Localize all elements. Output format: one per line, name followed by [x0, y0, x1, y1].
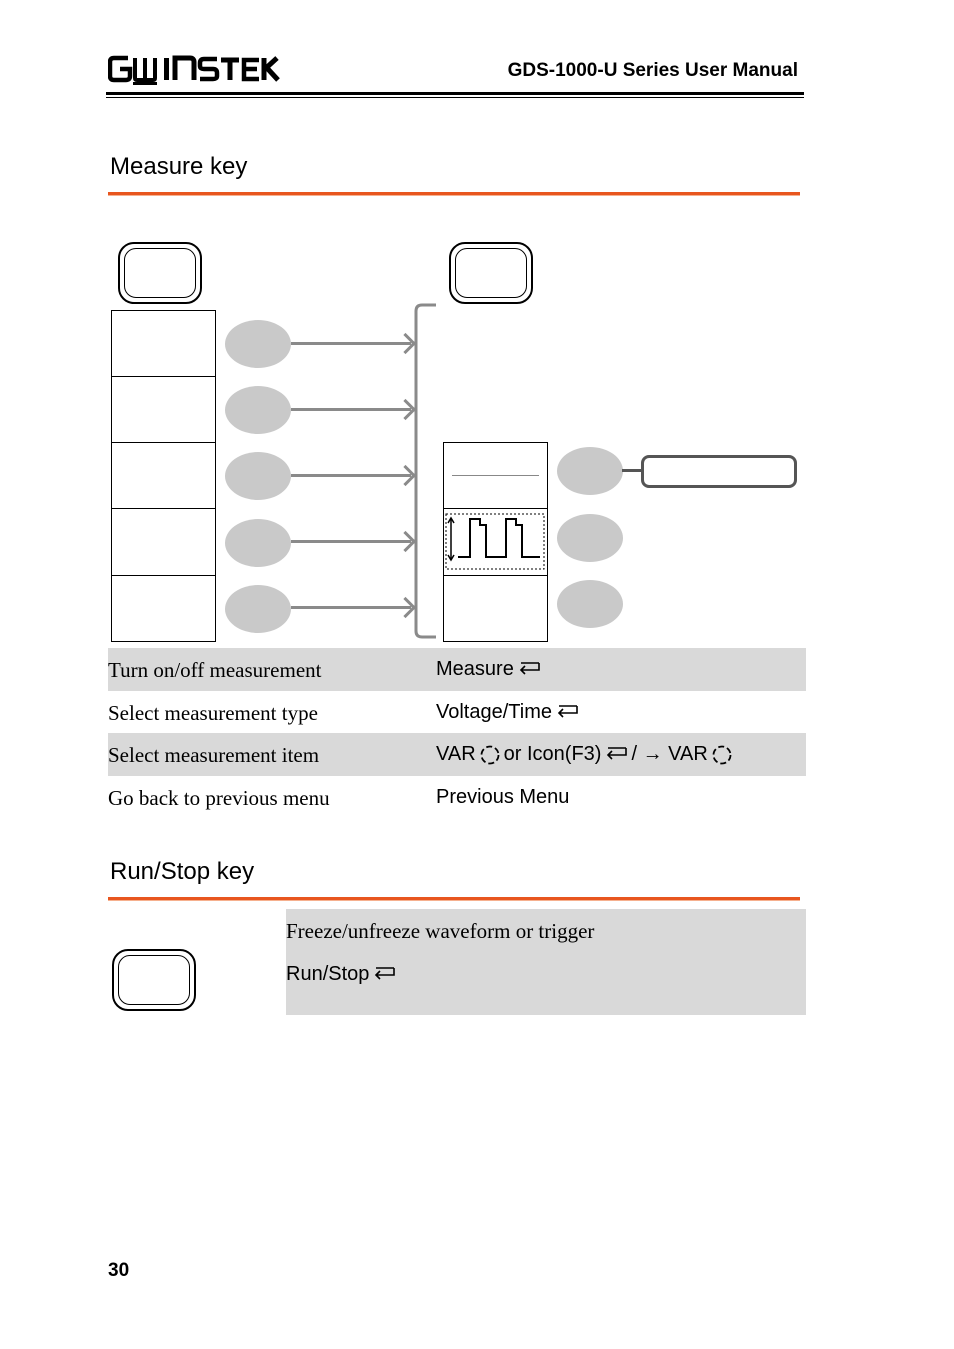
row-action	[436, 743, 733, 766]
action-label: Run/Stop	[286, 963, 370, 985]
row-action	[436, 658, 541, 681]
soft-button-f1-right[interactable]	[557, 447, 623, 495]
arrow-line	[291, 342, 411, 345]
softkey-menu-cell	[111, 442, 216, 509]
section-rule	[108, 192, 800, 195]
softkey-menu-cell	[111, 575, 216, 642]
softkey-menu-cell	[443, 575, 548, 642]
brand-logo	[108, 52, 280, 86]
runstop-info-box	[286, 909, 806, 1015]
softkey-menu-cell	[111, 376, 216, 443]
var-knob-icon	[711, 744, 733, 766]
softkey-menu-cell	[111, 508, 216, 576]
row-description: Select measurement item	[108, 743, 320, 767]
action-label: Voltage/Time	[436, 701, 552, 723]
action-label: Previous Menu	[436, 786, 570, 808]
softkey-menu-cell	[443, 508, 548, 576]
soft-button-f2-right[interactable]	[557, 514, 623, 562]
header-rule-thin	[106, 97, 804, 98]
header-rule	[106, 92, 804, 95]
arrow-line	[291, 474, 411, 477]
page-number: 30	[108, 1260, 130, 1281]
key-button-inner	[124, 248, 196, 298]
runstop-section-title: Run/Stop key	[110, 858, 255, 885]
connector-line	[622, 469, 642, 472]
selection-box	[641, 455, 797, 488]
enter-icon	[517, 661, 541, 679]
table-row	[108, 733, 806, 776]
enter-icon	[555, 704, 579, 722]
table-row	[108, 691, 806, 734]
arrow-line	[291, 408, 411, 411]
runstop-description: Freeze/unfreeze waveform or trigger	[286, 919, 595, 943]
table-row	[108, 776, 806, 819]
action-label: VAR	[436, 743, 476, 765]
soft-button-f3-right[interactable]	[557, 580, 623, 628]
soft-button-f5[interactable]	[225, 585, 291, 633]
row-action	[436, 701, 579, 724]
bracket	[410, 303, 440, 644]
action-label: Measure	[436, 658, 514, 680]
row-description: Turn on/off measurement	[108, 658, 322, 682]
manual-title: GDS-1000-U Series User Manual	[507, 60, 798, 81]
key-button-inner	[455, 248, 527, 298]
soft-button-f4[interactable]	[225, 519, 291, 567]
menu-divider	[452, 475, 539, 476]
soft-button-f2[interactable]	[225, 386, 291, 434]
arrow-line	[291, 540, 411, 543]
key-button-inner	[118, 955, 190, 1005]
enter-icon	[372, 966, 396, 984]
table-row	[108, 648, 806, 691]
var-knob-icon	[479, 744, 501, 766]
soft-button-f1[interactable]	[225, 320, 291, 368]
softkey-menu-cell	[443, 442, 548, 509]
action-label: or Icon(F3)	[503, 743, 602, 765]
softkey-menu-cell	[111, 310, 216, 377]
section-rule	[108, 897, 800, 900]
measure-section-title: Measure key	[110, 153, 248, 180]
row-description: Go back to previous menu	[108, 786, 330, 810]
soft-button-f3[interactable]	[225, 452, 291, 500]
row-description: Select measurement type	[108, 701, 318, 725]
enter-icon	[604, 746, 628, 764]
action-label: / → VAR	[631, 743, 708, 765]
measure-key-button[interactable]	[118, 242, 202, 304]
runstop-action	[286, 963, 396, 986]
waveform-icon	[444, 509, 546, 574]
arrow-line	[291, 606, 411, 609]
row-action	[436, 786, 569, 809]
runstop-key-button[interactable]	[112, 949, 196, 1011]
previous-menu-key-button[interactable]	[449, 242, 533, 304]
